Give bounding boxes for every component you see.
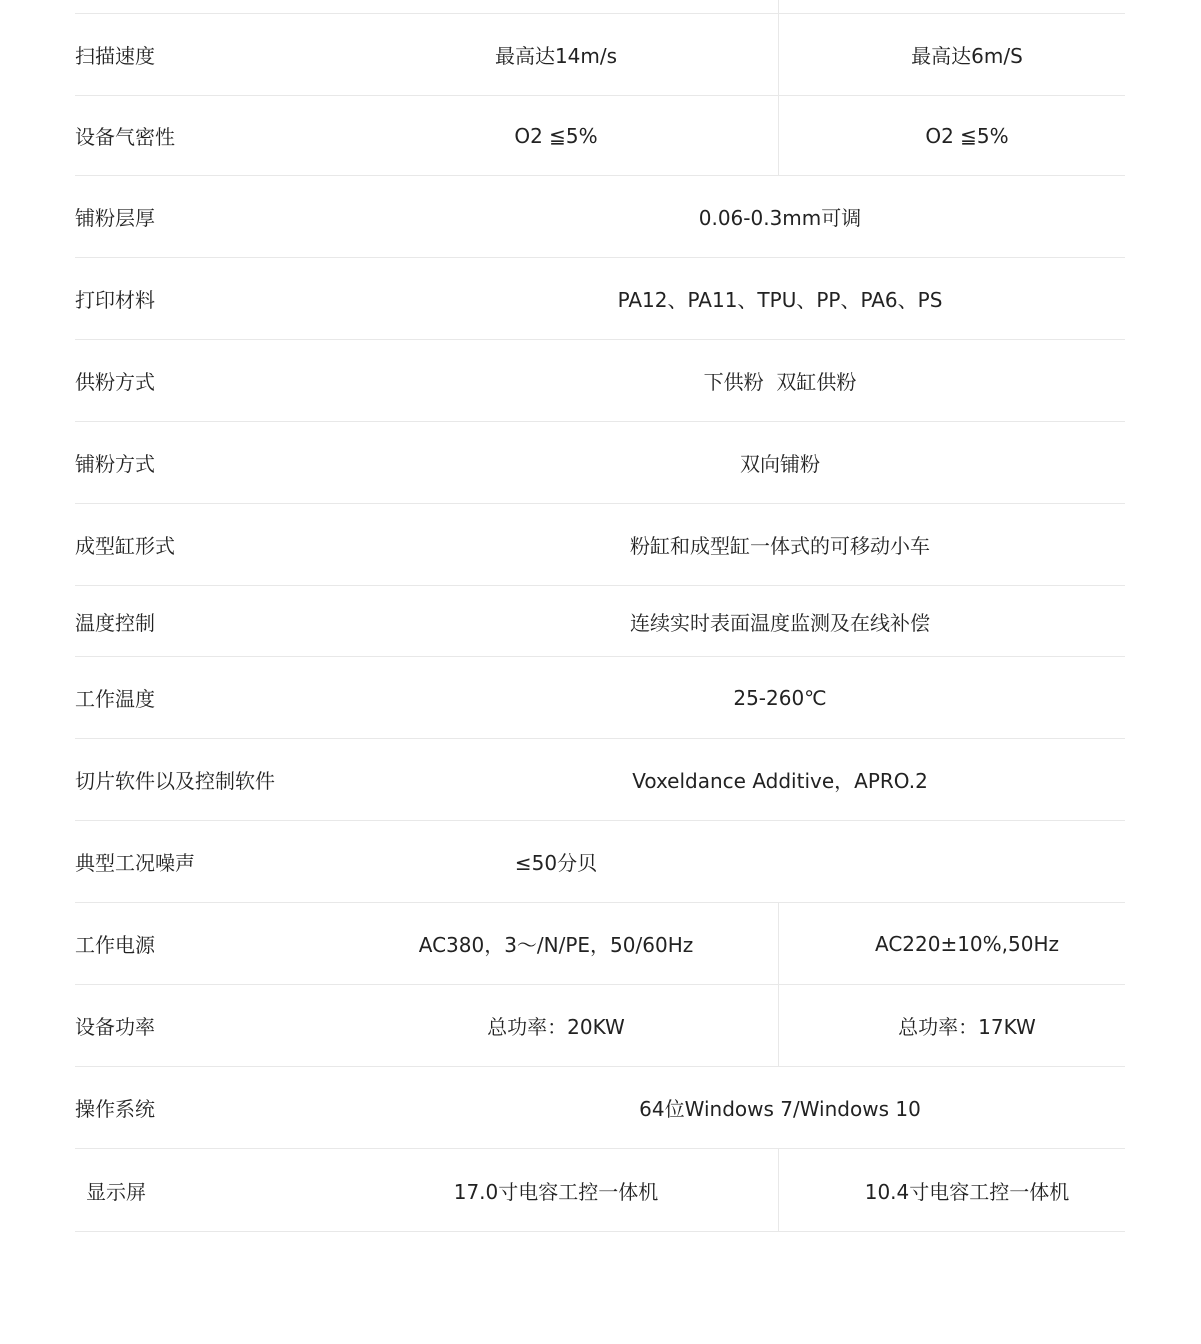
row-label: 设备气密性 [75, 125, 175, 149]
table-row-build-cylinder [75, 504, 1125, 586]
cell-shared-value: 64位Windows 7/Windows 10 [639, 1097, 921, 1121]
row-label: 设备功率 [75, 1015, 155, 1039]
row-label: 典型工况噪声 [75, 851, 195, 875]
cell-model-b: 10.4寸电容工控一体机 [864, 1179, 1070, 1204]
cell-model-a: O2 ≦5% [514, 123, 598, 148]
table-row-layer-thickness [75, 176, 1125, 258]
row-label: 切片软件以及控制软件 [75, 769, 275, 793]
table-top-edge [75, 0, 1125, 14]
cell-shared-value: 粉缸和成型缸一体式的可移动小车 [630, 534, 930, 558]
table-row-noise [75, 821, 1125, 903]
table-row-power [75, 985, 1125, 1067]
table-row-materials [75, 258, 1125, 340]
cell-shared-value: 0.06-0.3mm可调 [698, 206, 862, 230]
cell-model-b: 总功率：17KW [898, 1015, 1036, 1039]
table-row-recoating [75, 422, 1125, 504]
row-label: 操作系统 [75, 1097, 155, 1121]
table-row-power-supply [75, 903, 1125, 985]
row-label: 铺粉层厚 [75, 206, 155, 230]
table-row-working-temperature [75, 657, 1125, 739]
cell-model-a: 最高达14m/s [494, 44, 618, 68]
cell-model-b: 最高达6m/S [911, 44, 1023, 68]
row-label: 打印材料 [75, 288, 155, 312]
table-row-software [75, 739, 1125, 821]
cell-model-a: 17.0寸电容工控一体机 [453, 1179, 659, 1204]
row-label: 扫描速度 [75, 44, 155, 68]
column-divider [778, 0, 779, 13]
cell-shared-value: 下供粉 双缸供粉 [703, 370, 857, 394]
cell-shared-value: 连续实时表面温度监测及在线补偿 [630, 610, 930, 635]
table-row-operating-system [75, 1067, 1125, 1149]
row-label: 工作温度 [75, 687, 155, 711]
row-label: 显示屏 [86, 1179, 146, 1204]
row-label: 供粉方式 [75, 370, 155, 394]
spec-table [75, 0, 1125, 1232]
table-row-temperature-control [75, 586, 1125, 657]
cell-shared-value: PA12、PA11、TPU、PP、PA6、PS [617, 288, 943, 312]
table-row-display [75, 1149, 1125, 1232]
row-label: 成型缸形式 [75, 534, 175, 558]
cell-model-a: 总功率：20KW [487, 1015, 625, 1039]
cell-shared-value: Voxeldance Additive，APRO.2 [632, 769, 928, 793]
cell-shared-value: 25-260℃ [733, 685, 827, 710]
cell-model-b: AC220±10%,50Hz [874, 931, 1060, 956]
table-row-scan-speed [75, 14, 1125, 96]
table-row-powder-supply [75, 340, 1125, 422]
cell-model-a: AC380，3～/N/PE，50/60Hz [418, 933, 694, 957]
cell-model-a: ≤50分贝 [514, 851, 598, 875]
cell-model-b: O2 ≦5% [925, 123, 1009, 148]
row-label: 工作电源 [75, 933, 155, 957]
row-label: 铺粉方式 [75, 452, 155, 476]
table-row-air-tightness [75, 96, 1125, 176]
row-label: 温度控制 [75, 610, 155, 635]
cell-shared-value: 双向铺粉 [740, 452, 820, 476]
